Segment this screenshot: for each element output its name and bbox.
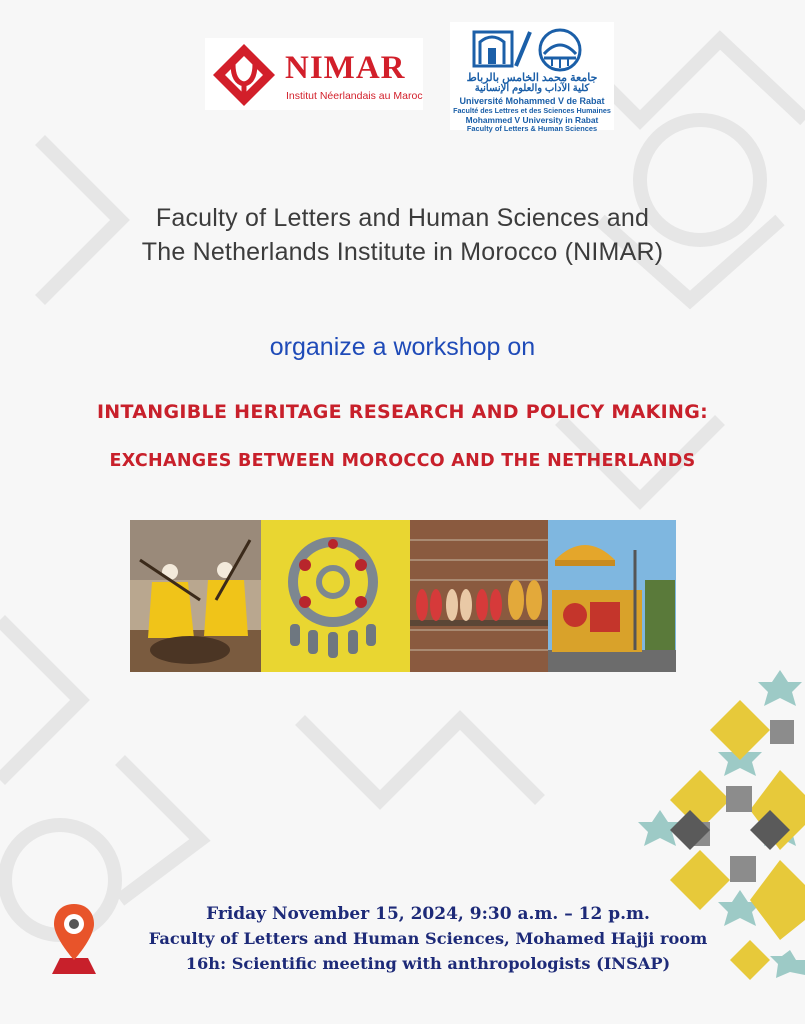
wooden-clogs-photo	[410, 520, 548, 672]
workshop-subtitle: EXCHANGES BETWEEN MOROCCO AND THE NETHERLANDS	[109, 451, 696, 471]
organizers-line-1: Faculty of Letters and Human Sciences and	[155, 204, 650, 232]
event-followup: 16h: Scientific meeting with anthropologists (INSAP)	[185, 954, 671, 973]
university-french-name: Université Mohammed V de Rabat	[459, 96, 605, 106]
nimar-subtitle: Institut Néerlandais au Maroc	[286, 90, 423, 102]
faculty-english-name: Faculty of Letters & Human Sciences	[466, 124, 598, 133]
workshop-title: INTANGIBLE HERITAGE RESEARCH AND POLICY MAKING:	[96, 401, 709, 423]
event-date-time: Friday November 15, 2024, 9:30 a.m. – 12 p.m.	[206, 904, 650, 924]
university-logo	[450, 22, 614, 133]
university-crest-icon	[472, 28, 592, 72]
faculty-french-name: Faculté des Lettres et des Sciences Humaines	[453, 106, 611, 115]
map-pin-icon	[50, 900, 98, 976]
organizers-line-2: The Netherlands Institute in Morocco (NIMAR)	[141, 238, 664, 266]
university-arabic-name: جامعة محمد الخامس بالرباط	[466, 72, 598, 84]
university-english-name: Mohammed V University in Rabat	[465, 115, 599, 125]
nimar-logo	[205, 38, 423, 110]
nimar-name: NIMAR	[285, 50, 406, 86]
faculty-arabic-name: كلية الآداب والعلوم الإنسانية	[474, 83, 590, 94]
fantasia-riders-photo	[130, 520, 261, 672]
event-location: Faculty of Letters and Human Sciences, Mohamed Hajji room	[148, 929, 708, 948]
nimar-emblem-icon	[211, 42, 277, 106]
photo-strip	[130, 520, 676, 672]
intro-text: organize a workshop on	[269, 333, 536, 361]
flower-parade-photo	[548, 520, 676, 672]
berber-jewelry-photo	[261, 520, 410, 672]
